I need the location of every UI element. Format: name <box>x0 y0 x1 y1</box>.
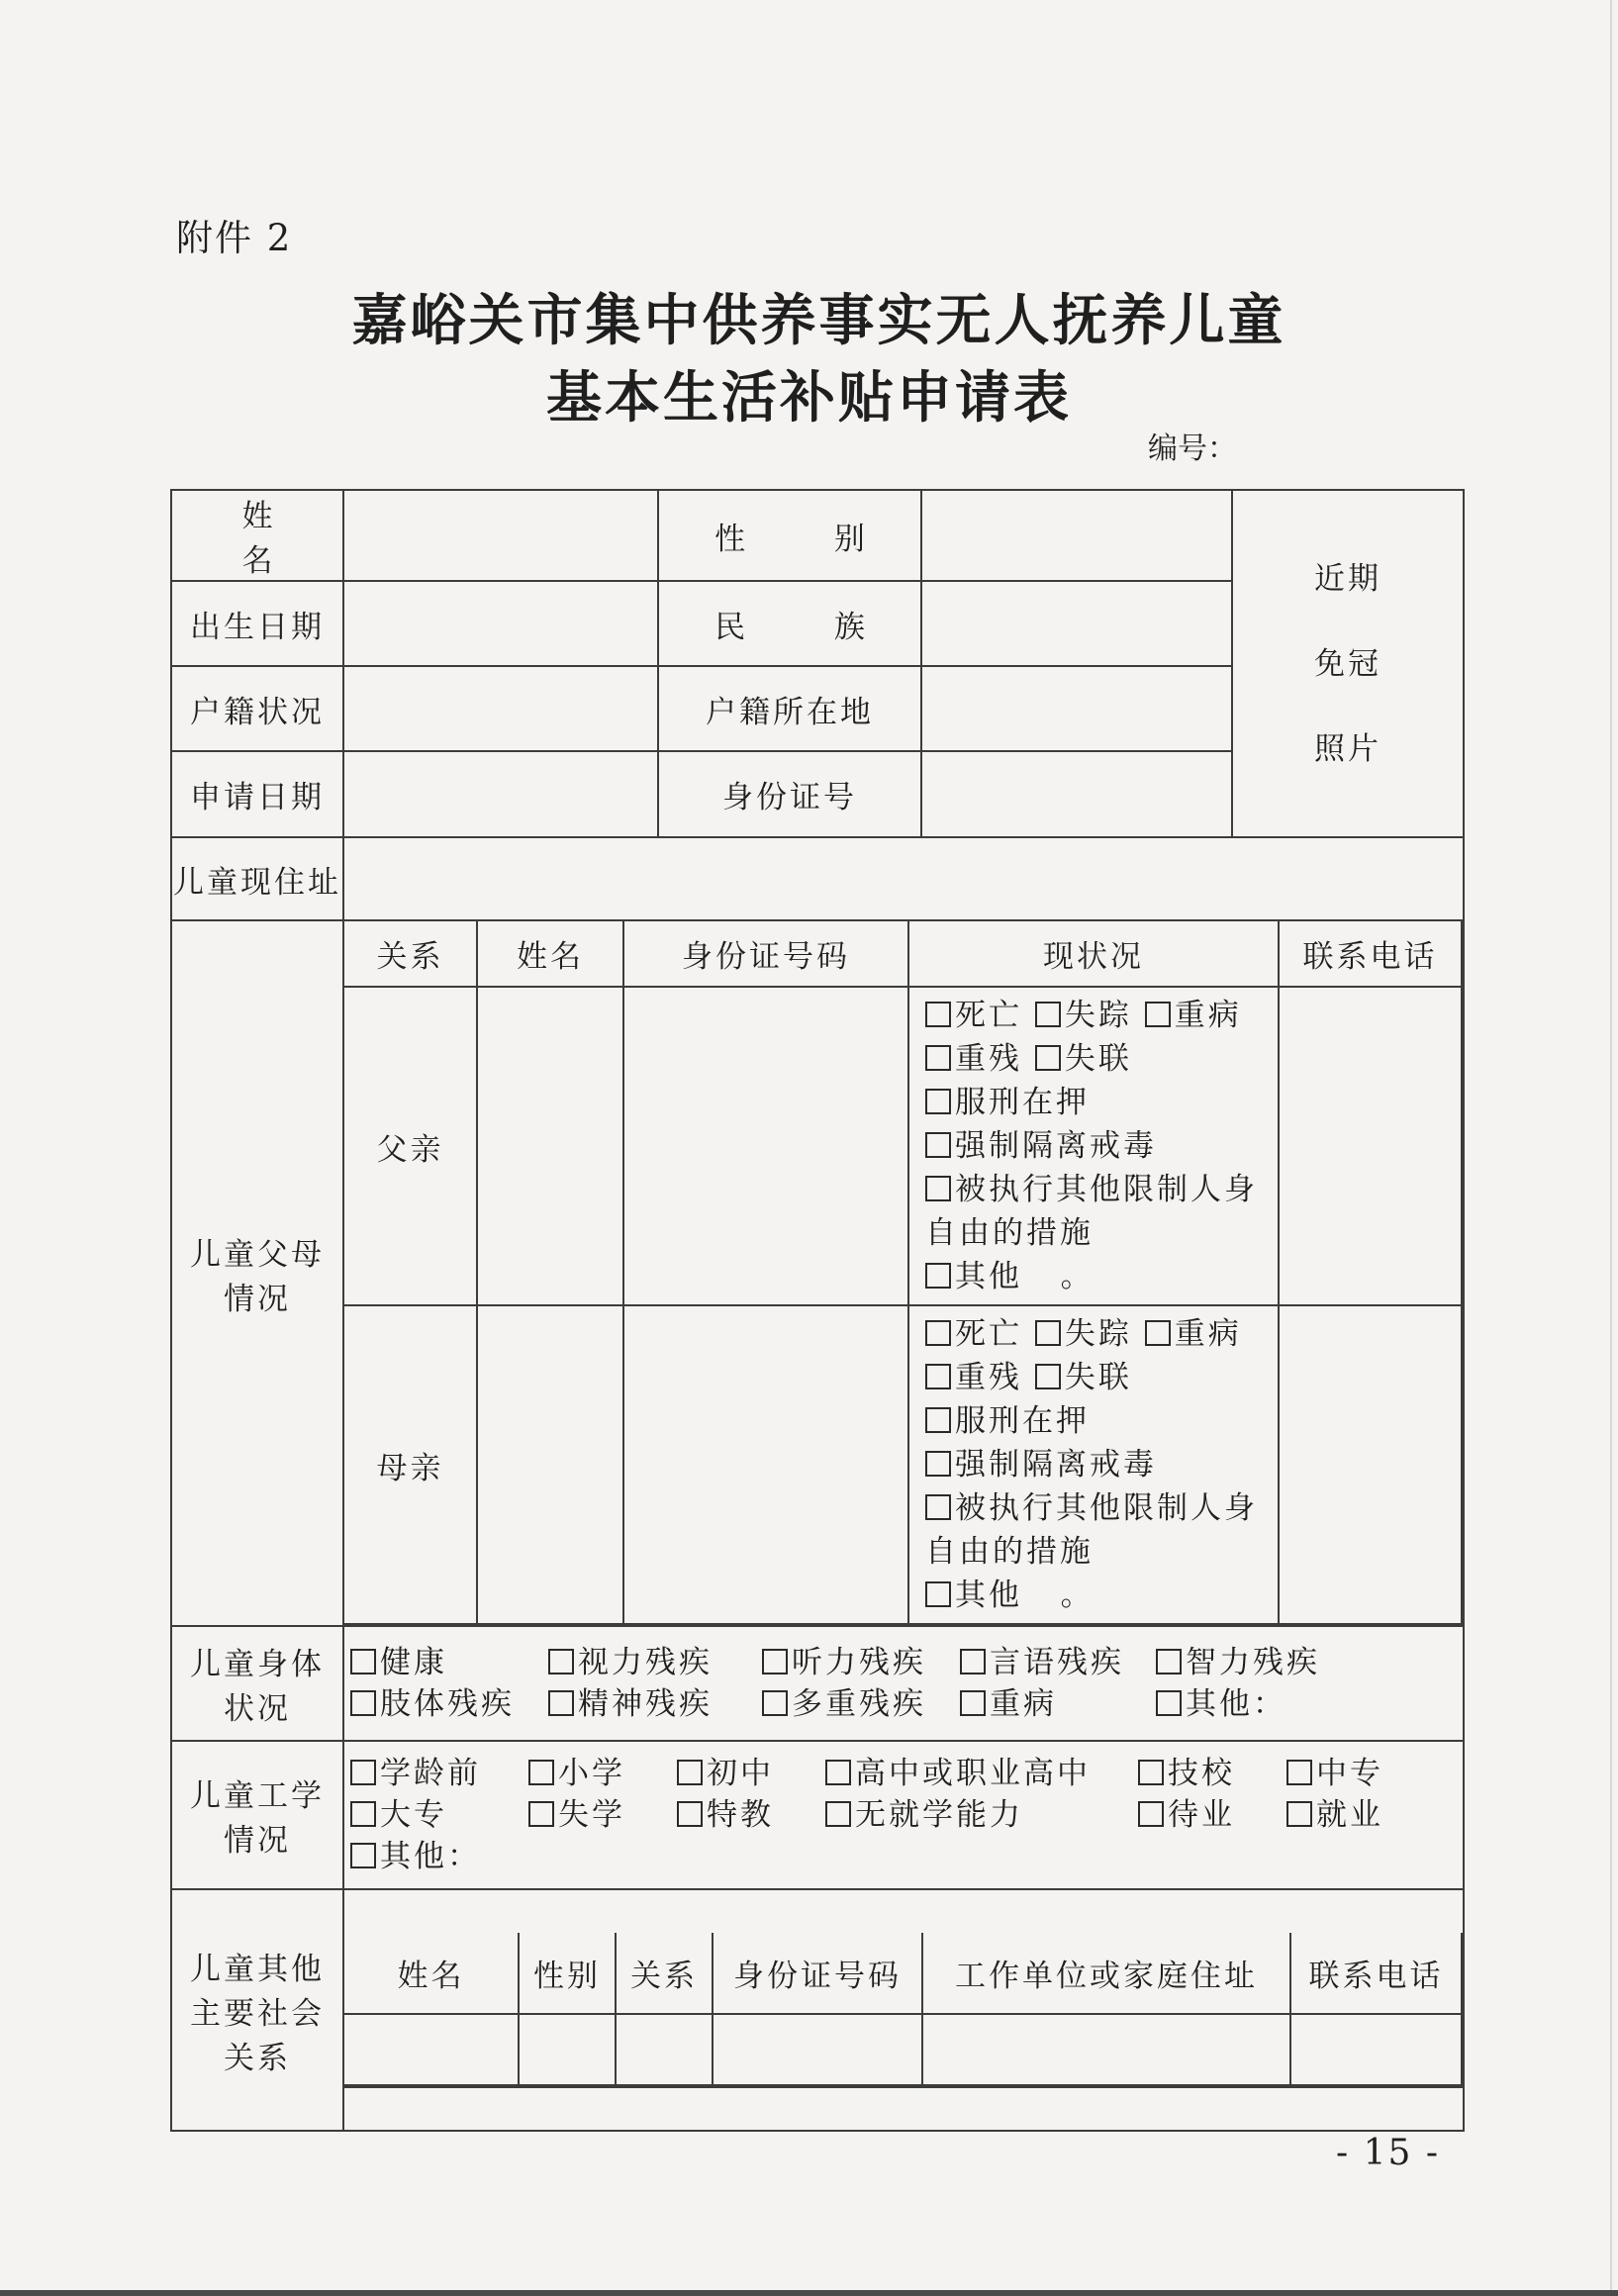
father-status-dead[interactable] <box>925 994 1022 1037</box>
relation-1-id-field[interactable] <box>713 2014 922 2085</box>
option-label: 大专 <box>380 1797 447 1833</box>
apply-date-label: 申请日期 <box>171 751 343 837</box>
school-label-line-1: 儿童工学 <box>190 1778 325 1814</box>
health-option-healthy[interactable] <box>350 1642 548 1683</box>
parents-table <box>344 921 1463 1625</box>
ethnicity-label: 民 族 <box>658 581 921 666</box>
health-section-label <box>171 1626 343 1741</box>
relation-1-relation-field[interactable] <box>616 2014 713 2085</box>
relation-2-name-field[interactable] <box>344 2085 519 2087</box>
photo-text-1: 近期 <box>1314 560 1381 597</box>
checkbox-icon <box>1145 1320 1171 1346</box>
checkbox-icon <box>925 1263 951 1289</box>
checkbox-icon <box>925 1451 951 1477</box>
relations-table <box>344 1933 1463 2088</box>
relations-col-phone: 联系电话 <box>1290 1933 1462 2014</box>
checkbox-icon <box>825 1801 851 1827</box>
checkbox-icon <box>1035 1364 1061 1389</box>
checkbox-icon <box>548 1690 574 1716</box>
checkbox-icon <box>1286 1760 1312 1785</box>
mother-status-dead[interactable] <box>925 1312 1022 1356</box>
relations-col-workplace: 工作单位或家庭住址 <box>922 1933 1290 2014</box>
scan-edge-line <box>1610 0 1612 2296</box>
mother-name-field[interactable] <box>477 1305 623 1624</box>
parents-section-label <box>171 920 343 1626</box>
school-option-other[interactable] <box>350 1836 481 1877</box>
address-field[interactable] <box>343 837 1464 920</box>
health-option-other[interactable] <box>1156 1683 1286 1725</box>
serial-number-label: 编号： <box>1148 431 1237 466</box>
option-label: 小学 <box>558 1756 625 1791</box>
checkbox-icon <box>350 1760 376 1785</box>
option-label: 失学 <box>558 1797 625 1833</box>
photo-text-3: 照片 <box>1314 730 1381 767</box>
father-status-imprisoned[interactable] <box>925 1081 1090 1124</box>
page-number: - 15 - <box>1336 2133 1441 2173</box>
checkbox-icon <box>1138 1801 1164 1827</box>
school-label-line-2: 情况 <box>224 1823 291 1859</box>
health-option-serious-illness[interactable] <box>960 1683 1156 1725</box>
relations-col-id: 身份证号码 <box>713 1933 922 2014</box>
school-option-preschool[interactable] <box>350 1753 528 1794</box>
school-option-college[interactable] <box>350 1794 528 1836</box>
mother-id-field[interactable] <box>623 1305 908 1624</box>
mother-status-imprisoned[interactable] <box>925 1399 1090 1443</box>
checkbox-icon <box>1156 1649 1182 1674</box>
option-label: 初中 <box>707 1756 774 1791</box>
option-label: 重病 <box>990 1686 1057 1722</box>
photo-area[interactable] <box>1232 490 1464 837</box>
checkbox-icon <box>677 1801 703 1827</box>
relations-col-gender: 性别 <box>519 1933 616 2014</box>
option-label: 多重残疾 <box>792 1686 926 1722</box>
checkbox-icon <box>925 1132 951 1158</box>
checkbox-icon <box>925 1494 951 1520</box>
relations-label-line-2: 主要社会 <box>190 1995 325 2032</box>
checkbox-icon <box>677 1760 703 1785</box>
name-label: 姓 名 <box>171 490 343 581</box>
checkbox-icon <box>1035 1002 1061 1027</box>
parents-col-name: 姓名 <box>477 921 623 987</box>
parents-col-status: 现状况 <box>908 921 1279 987</box>
father-status-serious-illness[interactable] <box>1145 994 1242 1037</box>
option-label: 死亡 <box>955 1316 1022 1352</box>
parents-label-line-1: 儿童父母 <box>190 1236 325 1273</box>
father-label: 父亲 <box>344 987 477 1305</box>
checkbox-icon <box>1035 1320 1061 1346</box>
checkbox-icon <box>1035 1045 1061 1071</box>
checkbox-icon <box>1156 1690 1182 1716</box>
checkbox-icon <box>925 1320 951 1346</box>
mother-status-options <box>908 1305 1279 1624</box>
checkbox-icon <box>762 1649 788 1674</box>
father-status-options <box>908 987 1279 1305</box>
relation-2-relation-field[interactable] <box>616 2085 713 2087</box>
health-option-mental[interactable] <box>548 1683 762 1725</box>
checkbox-icon <box>925 1364 951 1389</box>
option-label: 视力残疾 <box>578 1645 713 1680</box>
option-label: 言语残疾 <box>990 1645 1124 1680</box>
checkbox-icon <box>1145 1002 1171 1027</box>
option-label: 就业 <box>1316 1797 1383 1833</box>
gender-label: 性 别 <box>658 490 921 581</box>
option-label: 被执行其他限制人身自由的措施 <box>925 1172 1258 1251</box>
health-option-visual[interactable] <box>548 1642 762 1683</box>
mother-label: 母亲 <box>344 1305 477 1624</box>
school-option-technical[interactable] <box>1138 1753 1286 1794</box>
attachment-label: 附件 2 <box>176 217 293 259</box>
checkbox-icon <box>548 1649 574 1674</box>
option-label: 死亡 <box>955 998 1022 1033</box>
father-status-serious-disability[interactable] <box>925 1037 1022 1081</box>
relations-section-label <box>171 1889 343 2131</box>
checkbox-icon <box>925 1176 951 1201</box>
parents-col-relation: 关系 <box>344 921 477 987</box>
option-label: 失联 <box>1064 1041 1132 1077</box>
health-option-intellectual[interactable] <box>1156 1642 1320 1683</box>
relation-1-name-field[interactable] <box>344 2014 519 2085</box>
checkbox-icon <box>350 1649 376 1674</box>
checkbox-icon <box>960 1690 986 1716</box>
option-label: 精神残疾 <box>578 1686 713 1722</box>
option-label: 服刑在押 <box>955 1085 1090 1120</box>
relation-1-gender-field[interactable] <box>519 2014 616 2085</box>
father-status-lost-contact[interactable] <box>1035 1037 1132 1081</box>
option-label: 服刑在押 <box>955 1403 1090 1439</box>
checkbox-icon <box>1286 1801 1312 1827</box>
mother-status-restricted[interactable] <box>925 1486 1270 1574</box>
id-number-label: 身份证号 <box>658 751 921 837</box>
relation-2-id-field[interactable] <box>713 2085 922 2087</box>
other-suffix: 。 <box>1060 1578 1095 1613</box>
option-label: 健康 <box>380 1645 447 1680</box>
hukou-location-field[interactable] <box>921 666 1232 751</box>
school-option-unemployed[interactable] <box>1138 1794 1286 1836</box>
other-suffix: 。 <box>1060 1259 1095 1294</box>
checkbox-icon <box>762 1690 788 1716</box>
option-label: 其他 <box>955 1578 1022 1613</box>
photo-text-2: 免冠 <box>1314 645 1381 682</box>
school-option-special-ed[interactable] <box>677 1794 825 1836</box>
school-option-primary[interactable] <box>528 1753 677 1794</box>
school-option-unable[interactable] <box>825 1794 1138 1836</box>
father-id-field[interactable] <box>623 987 908 1305</box>
option-label: 待业 <box>1168 1797 1235 1833</box>
hukou-status-field[interactable] <box>343 666 658 751</box>
option-label: 无就学能力 <box>855 1797 1023 1833</box>
school-option-junior[interactable] <box>677 1753 825 1794</box>
option-label: 高中或职业高中 <box>855 1756 1091 1791</box>
option-label: 特教 <box>707 1797 774 1833</box>
checkbox-icon <box>925 1002 951 1027</box>
checkbox-icon <box>925 1089 951 1114</box>
option-label: 技校 <box>1168 1756 1235 1791</box>
relations-label-line-1: 儿童其他 <box>190 1951 325 1987</box>
option-label: 中专 <box>1316 1756 1383 1791</box>
health-label-line-1: 儿童身体 <box>190 1647 325 1682</box>
option-label: 重病 <box>1174 1316 1242 1352</box>
option-label: 其他： <box>1186 1686 1286 1722</box>
option-label: 智力残疾 <box>1186 1645 1320 1680</box>
relation-2-workplace-field[interactable] <box>922 2085 1290 2087</box>
option-label: 肢体残疾 <box>380 1686 515 1722</box>
option-label: 强制隔离戒毒 <box>955 1128 1157 1164</box>
checkbox-icon <box>528 1801 554 1827</box>
health-option-limb[interactable] <box>350 1683 548 1725</box>
relation-2-gender-field[interactable] <box>519 2085 616 2087</box>
apply-date-field[interactable] <box>343 751 658 837</box>
school-options <box>343 1741 1464 1889</box>
father-status-restricted[interactable] <box>925 1168 1270 1255</box>
option-label: 听力残疾 <box>792 1645 926 1680</box>
checkbox-icon <box>960 1649 986 1674</box>
mother-phone-field[interactable] <box>1279 1305 1462 1624</box>
health-options <box>343 1626 1464 1741</box>
checkbox-icon <box>925 1581 951 1607</box>
form-title-line-2: 基本生活补贴申请表 <box>546 365 1072 430</box>
relations-table-cell <box>343 1889 1464 2131</box>
mother-status-detox[interactable] <box>925 1443 1157 1486</box>
hukou-location-label: 户籍所在地 <box>658 666 921 751</box>
mother-status-lost-contact[interactable] <box>1035 1356 1132 1399</box>
ethnicity-field[interactable] <box>921 581 1232 666</box>
form-title-line-1: 嘉峪关市集中供养事实无人抚养儿童 <box>351 288 1286 353</box>
school-option-senior[interactable] <box>825 1753 1138 1794</box>
health-option-multiple[interactable] <box>762 1683 960 1725</box>
checkbox-icon <box>1138 1760 1164 1785</box>
relations-col-name: 姓名 <box>344 1933 519 2014</box>
id-number-field[interactable] <box>921 751 1232 837</box>
relation-1-workplace-field[interactable] <box>922 2014 1290 2085</box>
school-section-label <box>171 1741 343 1889</box>
option-label: 其他 <box>955 1259 1022 1294</box>
mother-status-serious-disability[interactable] <box>925 1356 1022 1399</box>
father-status-other[interactable] <box>925 1255 1095 1298</box>
health-label-line-2: 状况 <box>224 1691 291 1727</box>
mother-status-serious-illness[interactable] <box>1145 1312 1242 1356</box>
checkbox-icon <box>825 1760 851 1785</box>
relation-1-phone-field[interactable] <box>1290 2014 1462 2085</box>
relations-col-relation: 关系 <box>616 1933 713 2014</box>
birth-date-label: 出生日期 <box>171 581 343 666</box>
option-label: 其他： <box>380 1839 481 1874</box>
school-option-dropout[interactable] <box>528 1794 677 1836</box>
mother-status-missing[interactable] <box>1035 1312 1132 1356</box>
school-option-employed[interactable] <box>1286 1794 1383 1836</box>
option-label: 失踪 <box>1064 998 1132 1033</box>
option-label: 失联 <box>1064 1360 1132 1395</box>
checkbox-icon <box>350 1801 376 1827</box>
birth-date-field[interactable] <box>343 581 658 666</box>
parents-label-line-2: 情况 <box>224 1281 291 1317</box>
gender-field[interactable] <box>921 490 1232 581</box>
father-status-missing[interactable] <box>1035 994 1132 1037</box>
relation-2-phone-field[interactable] <box>1290 2085 1462 2087</box>
option-label: 强制隔离戒毒 <box>955 1447 1157 1483</box>
checkbox-icon <box>925 1045 951 1071</box>
option-label: 失踪 <box>1064 1316 1132 1352</box>
parents-table-cell <box>343 920 1464 1626</box>
checkbox-icon <box>350 1843 376 1868</box>
father-phone-field[interactable] <box>1279 987 1462 1305</box>
relations-label-line-3: 关系 <box>224 2040 291 2076</box>
address-label: 儿童现住址 <box>171 837 343 920</box>
checkbox-icon <box>350 1690 376 1716</box>
checkbox-icon <box>925 1407 951 1433</box>
option-label: 被执行其他限制人身自由的措施 <box>925 1490 1258 1570</box>
option-label: 重病 <box>1174 998 1242 1033</box>
mother-status-other[interactable] <box>925 1574 1095 1617</box>
parents-col-id: 身份证号码 <box>623 921 908 987</box>
parents-col-phone: 联系电话 <box>1279 921 1462 987</box>
option-label: 学龄前 <box>380 1756 481 1791</box>
option-label: 重残 <box>955 1360 1022 1395</box>
health-option-hearing[interactable] <box>762 1642 960 1683</box>
scan-bottom-edge <box>0 2290 1618 2296</box>
checkbox-icon <box>528 1760 554 1785</box>
hukou-status-label: 户籍状况 <box>171 666 343 751</box>
father-status-detox[interactable] <box>925 1124 1157 1168</box>
name-field[interactable] <box>343 490 658 581</box>
school-option-secondary-vocational[interactable] <box>1286 1753 1383 1794</box>
father-name-field[interactable] <box>477 987 623 1305</box>
health-option-speech[interactable] <box>960 1642 1156 1683</box>
application-form-table <box>170 489 1465 2132</box>
option-label: 重残 <box>955 1041 1022 1077</box>
